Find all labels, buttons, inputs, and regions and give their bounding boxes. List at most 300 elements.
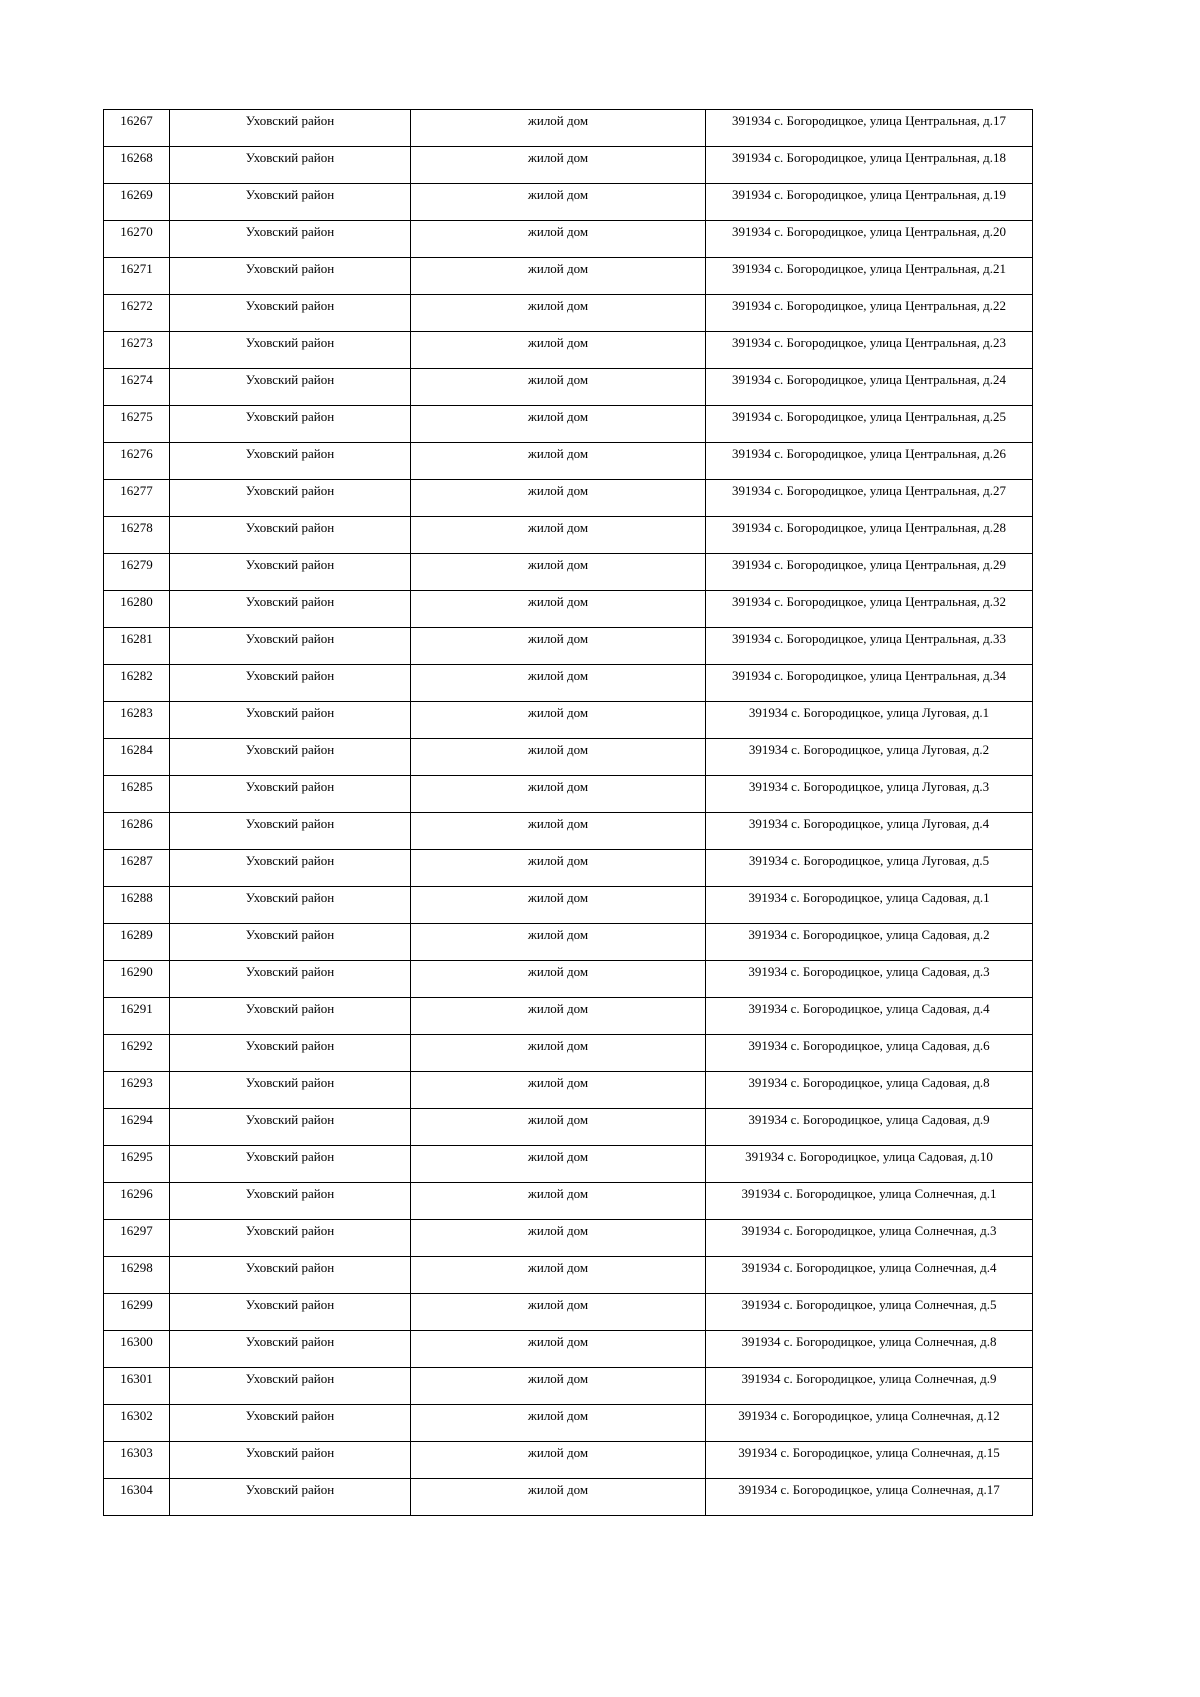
district-cell <box>170 591 411 628</box>
address-cell <box>706 813 1033 850</box>
table-row <box>104 776 1033 813</box>
district-text: Уховский район <box>245 113 335 128</box>
table-row <box>104 1442 1033 1479</box>
building-type-text: жилой дом <box>527 557 589 572</box>
row-number-cell <box>104 1146 170 1183</box>
table-row <box>104 184 1033 221</box>
row-number-cell <box>104 998 170 1035</box>
row-number-cell <box>104 924 170 961</box>
address-text: 391934 с. Богородицкое, улица Луговая, д.4 <box>748 816 990 831</box>
row-number-cell <box>104 1368 170 1405</box>
row-number-text: 16272 <box>120 298 153 313</box>
address-cell <box>706 591 1033 628</box>
row-number-cell <box>104 221 170 258</box>
row-number-text: 16303 <box>120 1445 153 1460</box>
district-cell <box>170 443 411 480</box>
row-number-cell <box>104 628 170 665</box>
district-cell <box>170 1183 411 1220</box>
building-type-cell <box>411 1183 706 1220</box>
district-text: Уховский район <box>245 779 335 794</box>
table-row <box>104 406 1033 443</box>
address-text: 391934 с. Богородицкое, улица Солнечная, д.12 <box>738 1408 1000 1423</box>
building-type-cell <box>411 850 706 887</box>
district-cell <box>170 332 411 369</box>
row-number-cell <box>104 1405 170 1442</box>
row-number-cell <box>104 1109 170 1146</box>
district-text: Уховский район <box>245 298 335 313</box>
row-number-cell <box>104 406 170 443</box>
district-cell <box>170 961 411 998</box>
building-type-text: жилой дом <box>527 1075 589 1090</box>
row-number-text: 16285 <box>120 779 153 794</box>
building-type-text: жилой дом <box>527 853 589 868</box>
building-type-text: жилой дом <box>527 409 589 424</box>
row-number-text: 16289 <box>120 927 153 942</box>
row-number-text: 16288 <box>120 890 153 905</box>
district-text: Уховский район <box>245 816 335 831</box>
district-text: Уховский район <box>245 1297 335 1312</box>
address-cell <box>706 406 1033 443</box>
address-text: 391934 с. Богородицкое, улица Центральная, д.25 <box>732 409 1006 424</box>
address-cell <box>706 1220 1033 1257</box>
row-number-cell <box>104 554 170 591</box>
row-number-text: 16296 <box>120 1186 153 1201</box>
table-row <box>104 1183 1033 1220</box>
address-text: 391934 с. Богородицкое, улица Солнечная, д.15 <box>738 1445 1000 1460</box>
row-number-cell <box>104 1035 170 1072</box>
district-text: Уховский район <box>245 1112 335 1127</box>
row-number-text: 16270 <box>120 224 153 239</box>
table-row <box>104 813 1033 850</box>
building-type-cell <box>411 591 706 628</box>
address-cell <box>706 961 1033 998</box>
row-number-text: 16304 <box>120 1482 153 1497</box>
address-cell <box>706 739 1033 776</box>
address-cell <box>706 1405 1033 1442</box>
district-cell <box>170 295 411 332</box>
district-cell <box>170 739 411 776</box>
address-text: 391934 с. Богородицкое, улица Центральная, д.17 <box>732 113 1006 128</box>
district-text: Уховский район <box>245 1075 335 1090</box>
district-cell <box>170 406 411 443</box>
table-row <box>104 591 1033 628</box>
row-number-cell <box>104 1220 170 1257</box>
table-row <box>104 1405 1033 1442</box>
building-type-text: жилой дом <box>527 1149 589 1164</box>
address-text: 391934 с. Богородицкое, улица Солнечная, д.9 <box>741 1371 997 1386</box>
district-cell <box>170 998 411 1035</box>
building-type-cell <box>411 1257 706 1294</box>
address-cell <box>706 1035 1033 1072</box>
row-number-cell <box>104 776 170 813</box>
district-cell <box>170 887 411 924</box>
building-type-text: жилой дом <box>527 1297 589 1312</box>
district-text: Уховский район <box>245 1149 335 1164</box>
address-text: 391934 с. Богородицкое, улица Солнечная, д.17 <box>738 1482 1000 1497</box>
building-type-cell <box>411 295 706 332</box>
building-type-text: жилой дом <box>527 705 589 720</box>
address-cell <box>706 480 1033 517</box>
table-row <box>104 480 1033 517</box>
row-number-text: 16278 <box>120 520 153 535</box>
building-type-cell <box>411 554 706 591</box>
address-cell <box>706 665 1033 702</box>
table-row <box>104 628 1033 665</box>
building-type-cell <box>411 443 706 480</box>
table-row <box>104 369 1033 406</box>
building-type-cell <box>411 1479 706 1516</box>
building-type-text: жилой дом <box>527 816 589 831</box>
row-number-cell <box>104 184 170 221</box>
building-type-cell <box>411 998 706 1035</box>
district-text: Уховский район <box>245 1408 335 1423</box>
district-cell <box>170 628 411 665</box>
district-cell <box>170 184 411 221</box>
table-row <box>104 1479 1033 1516</box>
building-type-cell <box>411 1294 706 1331</box>
building-type-cell <box>411 702 706 739</box>
district-text: Уховский район <box>245 1371 335 1386</box>
district-text: Уховский район <box>245 1186 335 1201</box>
row-number-text: 16286 <box>120 816 153 831</box>
row-number-text: 16294 <box>120 1112 153 1127</box>
district-text: Уховский район <box>245 1482 335 1497</box>
district-cell <box>170 1220 411 1257</box>
district-cell <box>170 554 411 591</box>
building-type-cell <box>411 1035 706 1072</box>
address-text: 391934 с. Богородицкое, улица Луговая, д.5 <box>748 853 990 868</box>
table-row <box>104 739 1033 776</box>
district-text: Уховский район <box>245 150 335 165</box>
row-number-cell <box>104 850 170 887</box>
row-number-text: 16293 <box>120 1075 153 1090</box>
address-text: 391934 с. Богородицкое, улица Центральная, д.32 <box>732 594 1006 609</box>
row-number-text: 16300 <box>120 1334 153 1349</box>
building-type-cell <box>411 776 706 813</box>
district-text: Уховский район <box>245 372 335 387</box>
row-number-cell <box>104 147 170 184</box>
row-number-cell <box>104 1183 170 1220</box>
district-text: Уховский район <box>245 1038 335 1053</box>
district-text: Уховский район <box>245 927 335 942</box>
district-cell <box>170 702 411 739</box>
district-cell <box>170 1035 411 1072</box>
building-type-text: жилой дом <box>527 927 589 942</box>
row-number-text: 16301 <box>120 1371 153 1386</box>
district-cell <box>170 110 411 147</box>
table-row <box>104 554 1033 591</box>
address-text: 391934 с. Богородицкое, улица Центральная, д.22 <box>732 298 1006 313</box>
table-row <box>104 1072 1033 1109</box>
row-number-text: 16281 <box>120 631 153 646</box>
building-type-cell <box>411 1405 706 1442</box>
district-text: Уховский район <box>245 1445 335 1460</box>
building-type-cell <box>411 480 706 517</box>
row-number-cell <box>104 591 170 628</box>
building-type-cell <box>411 1220 706 1257</box>
district-cell <box>170 1479 411 1516</box>
row-number-text: 16290 <box>120 964 153 979</box>
building-type-cell <box>411 369 706 406</box>
district-text: Уховский район <box>245 853 335 868</box>
row-number-text: 16276 <box>120 446 153 461</box>
building-type-text: жилой дом <box>527 1334 589 1349</box>
building-type-cell <box>411 739 706 776</box>
building-type-text: жилой дом <box>527 113 589 128</box>
row-number-text: 16292 <box>120 1038 153 1053</box>
building-type-cell <box>411 1368 706 1405</box>
building-type-text: жилой дом <box>527 150 589 165</box>
row-number-cell <box>104 665 170 702</box>
address-cell <box>706 850 1033 887</box>
address-cell <box>706 184 1033 221</box>
building-type-text: жилой дом <box>527 224 589 239</box>
district-cell <box>170 850 411 887</box>
row-number-cell <box>104 110 170 147</box>
district-cell <box>170 813 411 850</box>
district-text: Уховский район <box>245 446 335 461</box>
address-text: 391934 с. Богородицкое, улица Центральная, д.34 <box>732 668 1006 683</box>
table-row <box>104 702 1033 739</box>
table-row <box>104 332 1033 369</box>
table-row <box>104 1220 1033 1257</box>
address-cell <box>706 258 1033 295</box>
district-cell <box>170 369 411 406</box>
address-text: 391934 с. Богородицкое, улица Садовая, д.2 <box>748 927 990 942</box>
district-text: Уховский район <box>245 1001 335 1016</box>
building-type-text: жилой дом <box>527 261 589 276</box>
table-row <box>104 1146 1033 1183</box>
row-number-cell <box>104 1479 170 1516</box>
table-row <box>104 1294 1033 1331</box>
address-text: 391934 с. Богородицкое, улица Центральная, д.26 <box>732 446 1006 461</box>
district-cell <box>170 221 411 258</box>
address-cell <box>706 1072 1033 1109</box>
address-text: 391934 с. Богородицкое, улица Центральная, д.21 <box>732 261 1006 276</box>
address-cell <box>706 776 1033 813</box>
row-number-cell <box>104 887 170 924</box>
building-type-text: жилой дом <box>527 964 589 979</box>
building-type-text: жилой дом <box>527 742 589 757</box>
row-number-text: 16291 <box>120 1001 153 1016</box>
district-text: Уховский район <box>245 224 335 239</box>
row-number-text: 16273 <box>120 335 153 350</box>
table-row <box>104 887 1033 924</box>
address-text: 391934 с. Богородицкое, улица Центральная, д.27 <box>732 483 1006 498</box>
district-cell <box>170 1072 411 1109</box>
row-number-text: 16295 <box>120 1149 153 1164</box>
building-type-text: жилой дом <box>527 1001 589 1016</box>
address-text: 391934 с. Богородицкое, улица Центральная, д.20 <box>732 224 1006 239</box>
row-number-text: 16277 <box>120 483 153 498</box>
row-number-text: 16268 <box>120 150 153 165</box>
table-row <box>104 850 1033 887</box>
table-row <box>104 221 1033 258</box>
district-cell <box>170 1405 411 1442</box>
address-cell <box>706 1442 1033 1479</box>
address-text: 391934 с. Богородицкое, улица Центральная, д.33 <box>732 631 1006 646</box>
row-number-cell <box>104 480 170 517</box>
district-text: Уховский район <box>245 1223 335 1238</box>
address-cell <box>706 517 1033 554</box>
building-type-cell <box>411 1109 706 1146</box>
address-cell <box>706 1331 1033 1368</box>
building-type-text: жилой дом <box>527 1112 589 1127</box>
row-number-text: 16287 <box>120 853 153 868</box>
address-cell <box>706 998 1033 1035</box>
building-type-cell <box>411 1072 706 1109</box>
district-text: Уховский район <box>245 1334 335 1349</box>
table-row <box>104 1109 1033 1146</box>
district-cell <box>170 1109 411 1146</box>
district-cell <box>170 1146 411 1183</box>
address-text: 391934 с. Богородицкое, улица Луговая, д.1 <box>748 705 990 720</box>
district-cell <box>170 517 411 554</box>
row-number-text: 16275 <box>120 409 153 424</box>
address-cell <box>706 110 1033 147</box>
address-text: 391934 с. Богородицкое, улица Солнечная, д.8 <box>741 1334 997 1349</box>
address-text: 391934 с. Богородицкое, улица Солнечная, д.4 <box>741 1260 997 1275</box>
building-type-text: жилой дом <box>527 1482 589 1497</box>
district-text: Уховский район <box>245 890 335 905</box>
building-type-cell <box>411 628 706 665</box>
building-type-text: жилой дом <box>527 446 589 461</box>
building-type-text: жилой дом <box>527 668 589 683</box>
address-text: 391934 с. Богородицкое, улица Садовая, д.9 <box>748 1112 990 1127</box>
district-text: Уховский район <box>245 631 335 646</box>
building-type-text: жилой дом <box>527 890 589 905</box>
address-cell <box>706 702 1033 739</box>
address-cell <box>706 1257 1033 1294</box>
district-cell <box>170 1294 411 1331</box>
table-row <box>104 998 1033 1035</box>
building-type-text: жилой дом <box>527 1445 589 1460</box>
district-text: Уховский район <box>245 594 335 609</box>
row-number-text: 16279 <box>120 557 153 572</box>
table-row <box>104 110 1033 147</box>
address-text: 391934 с. Богородицкое, улица Садовая, д.8 <box>748 1075 990 1090</box>
row-number-text: 16267 <box>120 113 153 128</box>
address-cell <box>706 221 1033 258</box>
address-cell <box>706 887 1033 924</box>
building-type-text: жилой дом <box>527 1038 589 1053</box>
building-type-text: жилой дом <box>527 483 589 498</box>
records-table-body <box>104 110 1033 1516</box>
address-cell <box>706 554 1033 591</box>
district-text: Уховский район <box>245 705 335 720</box>
row-number-cell <box>104 517 170 554</box>
address-cell <box>706 1294 1033 1331</box>
address-cell <box>706 369 1033 406</box>
address-text: 391934 с. Богородицкое, улица Садовая, д.10 <box>745 1149 993 1164</box>
building-type-cell <box>411 1442 706 1479</box>
row-number-text: 16274 <box>120 372 153 387</box>
district-text: Уховский район <box>245 520 335 535</box>
building-type-text: жилой дом <box>527 1371 589 1386</box>
row-number-text: 16299 <box>120 1297 153 1312</box>
district-text: Уховский район <box>245 409 335 424</box>
row-number-cell <box>104 961 170 998</box>
row-number-cell <box>104 1294 170 1331</box>
row-number-cell <box>104 739 170 776</box>
address-cell <box>706 1183 1033 1220</box>
table-row <box>104 1035 1033 1072</box>
district-cell <box>170 1257 411 1294</box>
building-type-cell <box>411 110 706 147</box>
address-text: 391934 с. Богородицкое, улица Садовая, д.4 <box>748 1001 990 1016</box>
table-row <box>104 517 1033 554</box>
address-cell <box>706 295 1033 332</box>
table-row <box>104 665 1033 702</box>
district-cell <box>170 258 411 295</box>
table-row <box>104 1331 1033 1368</box>
district-cell <box>170 1368 411 1405</box>
row-number-cell <box>104 295 170 332</box>
row-number-cell <box>104 1072 170 1109</box>
district-cell <box>170 776 411 813</box>
address-text: 391934 с. Богородицкое, улица Центральная, д.18 <box>732 150 1006 165</box>
address-cell <box>706 1109 1033 1146</box>
building-type-text: жилой дом <box>527 631 589 646</box>
address-text: 391934 с. Богородицкое, улица Луговая, д.3 <box>748 779 990 794</box>
row-number-text: 16283 <box>120 705 153 720</box>
address-cell <box>706 1368 1033 1405</box>
table-row <box>104 961 1033 998</box>
building-type-text: жилой дом <box>527 372 589 387</box>
row-number-text: 16271 <box>120 261 153 276</box>
district-text: Уховский район <box>245 1260 335 1275</box>
district-text: Уховский район <box>245 742 335 757</box>
address-cell <box>706 1146 1033 1183</box>
address-text: 391934 с. Богородицкое, улица Садовая, д.3 <box>748 964 990 979</box>
building-type-cell <box>411 221 706 258</box>
building-type-text: жилой дом <box>527 779 589 794</box>
district-cell <box>170 1331 411 1368</box>
building-type-text: жилой дом <box>527 187 589 202</box>
building-type-text: жилой дом <box>527 335 589 350</box>
building-type-cell <box>411 517 706 554</box>
row-number-cell <box>104 258 170 295</box>
district-cell <box>170 665 411 702</box>
address-text: 391934 с. Богородицкое, улица Центральная, д.23 <box>732 335 1006 350</box>
address-text: 391934 с. Богородицкое, улица Солнечная, д.3 <box>741 1223 997 1238</box>
district-cell <box>170 924 411 961</box>
building-type-cell <box>411 258 706 295</box>
address-text: 391934 с. Богородицкое, улица Садовая, д.6 <box>748 1038 990 1053</box>
row-number-text: 16282 <box>120 668 153 683</box>
row-number-cell <box>104 702 170 739</box>
address-cell <box>706 443 1033 480</box>
district-cell <box>170 480 411 517</box>
district-text: Уховский район <box>245 964 335 979</box>
building-type-text: жилой дом <box>527 1260 589 1275</box>
row-number-text: 16269 <box>120 187 153 202</box>
table-row <box>104 295 1033 332</box>
address-text: 391934 с. Богородицкое, улица Центральная, д.28 <box>732 520 1006 535</box>
address-text: 391934 с. Богородицкое, улица Солнечная, д.1 <box>741 1186 997 1201</box>
table-row <box>104 258 1033 295</box>
row-number-cell <box>104 332 170 369</box>
address-text: 391934 с. Богородицкое, улица Солнечная, д.5 <box>741 1297 997 1312</box>
district-text: Уховский район <box>245 483 335 498</box>
row-number-cell <box>104 1442 170 1479</box>
address-cell <box>706 147 1033 184</box>
address-text: 391934 с. Богородицкое, улица Центральная, д.19 <box>732 187 1006 202</box>
address-cell <box>706 1479 1033 1516</box>
building-type-cell <box>411 332 706 369</box>
table-row <box>104 443 1033 480</box>
building-type-text: жилой дом <box>527 520 589 535</box>
